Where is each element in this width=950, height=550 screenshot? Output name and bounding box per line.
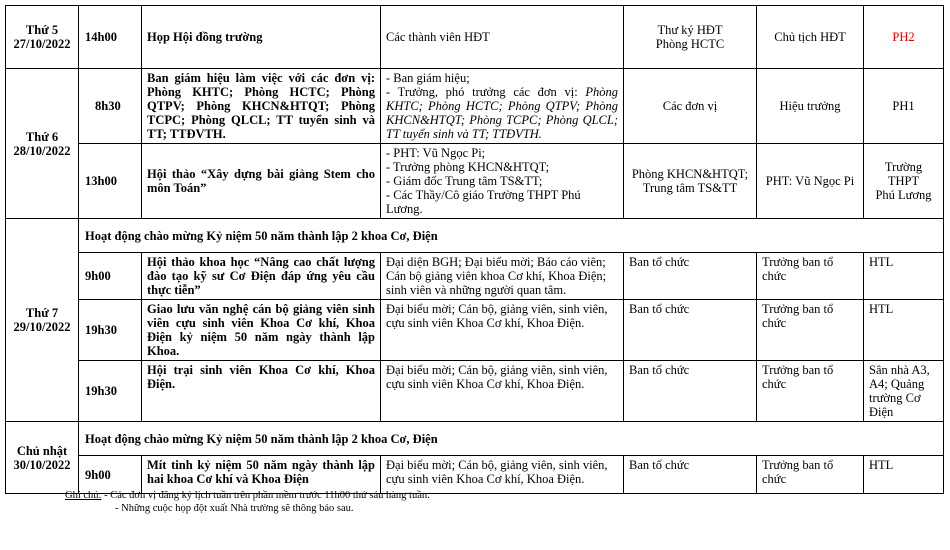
participant-line: - Các Thầy/Cô giáo Trường THPT Phú Lương. [386,188,581,216]
row-thu7-a [6,253,944,300]
prep-cell [624,144,757,219]
notes-label: Ghi chú: [65,490,102,501]
day-label: Thứ 5 [25,23,59,37]
event-banner: Hoạt động chào mừng Kỷ niệm 50 năm thành lập 2 khoa Cơ, Điện [79,219,944,253]
day-date: 28/10/2022 [13,143,71,158]
participant-line: - PHT: Vũ Ngọc Pi; [386,146,486,160]
prep-cell [624,6,757,69]
participants-cell: Đại biểu mời; Cán bộ, giảng viên, sinh viên, cựu sinh viên Khoa Cơ khí, Khoa Điện. [381,361,624,422]
day-label: Chủ nhật [16,443,68,458]
time-cell: 19h30 [79,361,142,422]
prep-line: Thư ký HĐT [657,23,723,37]
location-cell: PH1 [864,69,944,144]
time-cell: 14h00 [79,6,142,69]
content-cell: Mít tinh kỷ niệm 50 năm ngày thành lập hai khoa Cơ khí và Khoa Điện [142,456,381,494]
day-cell-thu7 [6,219,79,422]
row-cn-a [6,456,944,494]
content-line: Ban giám hiệu làm việc với các đơn vị: [147,71,375,85]
weekly-schedule-table [5,5,944,494]
participants-cell [381,144,624,219]
day-cell-thu5 [6,6,79,69]
prep-cell: Ban tổ chức [624,361,757,422]
content-cell: Hội thảo “Xây dựng bài giảng Stem cho môn Toán” [142,144,381,219]
participants-cell: Đại biểu mời; Cán bộ, giảng viên, sinh viên, cựu sinh viên Khoa Cơ khí, Khoa Điện. [381,456,624,494]
participants-cell [381,69,624,144]
note-line-2: - Những cuộc họp đột xuất Nhà trường sẽ thông báo sau. [115,503,354,514]
time-cell: 8h30 [79,69,142,144]
content-cell: Hội trại sinh viên Khoa Cơ khí, Khoa Điện. [142,361,381,422]
participant-line: - Giám đốc Trung tâm TS&TT; [386,174,543,188]
day-cell-thu6 [6,69,79,219]
location-cell [864,144,944,219]
row-thu6-a [6,69,944,144]
location-cell: HTL [864,300,944,361]
chair-cell: Trưởng ban tổ chức [757,361,864,422]
participants-cell: Đại biểu mời; Cán bộ, giảng viên, sinh viên, cựu sinh viên Khoa Cơ khí, Khoa Điện. [381,300,624,361]
row-thu7-banner [6,219,944,253]
chair-cell: Chủ tịch HĐT [757,6,864,69]
participant-line: - Trưởng phòng KHCN&HTQT; [386,160,550,174]
day-label: Thứ 6 [25,129,59,144]
note-line-1: - Các đơn vị đăng ký lịch tuần trên phần mềm trước 11h00 thứ sáu hàng tuần. [104,490,430,501]
location-line: Trường THPT [884,160,923,188]
time-cell: 9h00 [79,456,142,494]
content-cell: Giao lưu văn nghệ cán bộ giảng viên sinh viên cựu sinh viên Khoa Cơ khí, Khoa Điện kỷ niệm 50 năm ngày thành lập Khoa. [142,300,381,361]
prep-cell: Ban tổ chức [624,300,757,361]
row-thu5 [6,6,944,69]
content-cell: Họp Hội đồng trường [142,6,381,69]
footnotes [65,489,430,515]
content-cell [142,69,381,144]
location-cell: HTL [864,253,944,300]
chair-cell: Trưởng ban tổ chức [757,456,864,494]
participant-line: - Trưởng, phó trưởng các đơn vị: [386,85,578,99]
day-date: 27/10/2022 [13,37,71,51]
prep-line: Trung tâm TS&TT [642,181,738,195]
prep-cell: Ban tổ chức [624,253,757,300]
chair-cell: PHT: Vũ Ngọc Pi [757,144,864,219]
participant-line: - Ban giám hiệu; [386,71,470,85]
location-cell: HTL [864,456,944,494]
row-thu6-b [6,144,944,219]
time-cell: 19h30 [79,300,142,361]
prep-cell: Ban tổ chức [624,456,757,494]
chair-cell: Trưởng ban tổ chức [757,300,864,361]
row-cn-banner [6,422,944,456]
day-date: 29/10/2022 [13,320,71,334]
participants-cell: Đại diện BGH; Đại biểu mời; Báo cáo viên; Cán bộ giảng viên khoa Cơ khí, Khoa Điện; sinh viên và những người quan tâm. [381,253,624,300]
schedule-wrapper [5,5,943,494]
prep-line: Phòng HCTC [655,37,725,51]
prep-line: Phòng KHCN&HTQT; [631,167,749,181]
prep-cell: Các đơn vị [624,69,757,144]
row-thu7-c [6,361,944,422]
row-thu7-b [6,300,944,361]
location-line: Phú Lương [875,188,932,202]
day-date: 30/10/2022 [13,457,71,472]
chair-cell: Trưởng ban tổ chức [757,253,864,300]
location-cell: PH2 [864,6,944,69]
chair-cell: Hiệu trưởng [757,69,864,144]
content-cell: Hội thảo khoa học “Nâng cao chất lượng đào tạo kỹ sư Cơ Điện đáp ứng yêu cầu thực tiễn” [142,253,381,300]
day-label: Thứ 7 [25,306,59,320]
time-cell: 13h00 [79,144,142,219]
location-cell: Sân nhà A3, A4; Quảng trường Cơ Điện [864,361,944,422]
content-line: Phòng KHTC; Phòng HCTC; Phòng QTPV; Phòng KHCN&HTQT; Phòng TCPC; Phòng QLCL; TT tuyển sinh và TT; TTĐVTH. [147,85,375,141]
time-cell: 9h00 [79,253,142,300]
participants-cell: Các thành viên HĐT [381,6,624,69]
participant-units: Phòng KHTC; Phòng HCTC; Phòng QTPV; Phòng KHCN&HTQT; Phòng TCPC; Phòng QLCL; TT tuyển sinh và TT; TTĐVTH. [386,85,619,141]
event-banner: Hoạt động chào mừng Kỷ niệm 50 năm thành lập 2 khoa Cơ, Điện [79,422,944,456]
day-cell-cn [6,422,79,494]
